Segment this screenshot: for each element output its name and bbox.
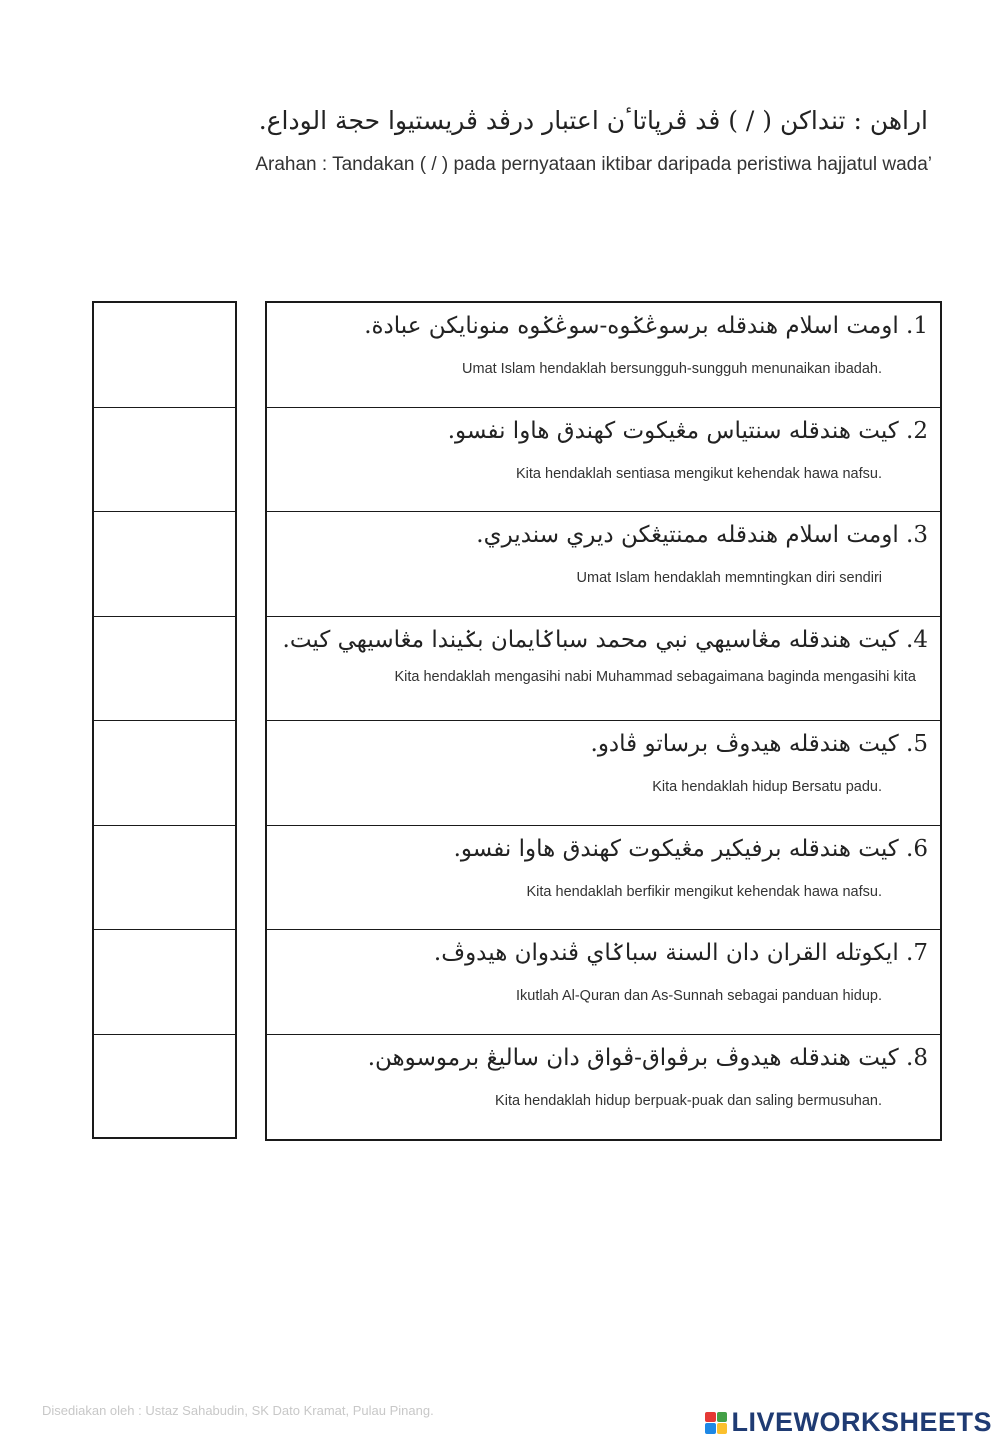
statement-row-4 (267, 617, 940, 722)
statement-row-7 (267, 930, 940, 1035)
statement-latin: Kita hendaklah hidup Bersatu padu. (652, 779, 882, 795)
answer-box-4[interactable] (94, 617, 235, 722)
statement-row-5 (267, 721, 940, 826)
statement-jawi: 6. کيت هندقله برفيکير مڠيکوت کهندق هاوا نفسو. (453, 835, 928, 862)
logo-square-blue (705, 1423, 716, 1434)
statement-row-2 (267, 408, 940, 513)
statement-row-1 (267, 303, 940, 408)
statement-latin: Umat Islam hendaklah memntingkan diri sendiri (576, 570, 882, 586)
statement-jawi: 5. کيت هندقله هيدوڤ برساتو ڤادو. (590, 731, 928, 757)
footer-credit: Disediakan oleh : Ustaz Sahabudin, SK Dato Kramat, Pulau Pinang. (42, 1403, 434, 1418)
statement-row-6 (267, 826, 940, 931)
answer-box-1[interactable] (94, 303, 235, 408)
statement-jawi: 2. کيت هندقله سنتياس مڠيکوت کهندق هاوا نفسو. (447, 417, 928, 444)
statement-jawi: 3. اومت اسلام هندقله ممنتيڠکن ديري سنديري. (476, 522, 928, 548)
answer-column (92, 301, 237, 1139)
statement-latin: Ikutlah Al-Quran dan As-Sunnah sebagai panduan hidup. (516, 988, 882, 1004)
liveworksheets-logo[interactable] (705, 1407, 992, 1438)
statement-latin: Kita hendaklah hidup berpuak-puak dan saling bermusuhan. (495, 1092, 882, 1109)
statement-jawi: 1. اومت اسلام هندقله برسوڠݢوه-سوڠݢوه منونايکن عبادة. (364, 313, 928, 339)
statement-latin: Umat Islam hendaklah bersungguh-sungguh menunaikan ibadah. (462, 361, 882, 377)
statement-latin: Kita hendaklah sentiasa mengikut kehendak hawa nafsu. (516, 465, 882, 482)
statement-row-8 (267, 1035, 940, 1140)
logo-square-green (717, 1412, 728, 1423)
answer-box-2[interactable] (94, 408, 235, 513)
statement-jawi: 7. ايکوتله القران دان السنة سباݢاي ڤندوان هيدوڤ. (433, 940, 928, 966)
statement-jawi: 4. کيت هندقله مڠاسيهي نبي محمد سباݢايمان بݢيندا مڠاسيهي کيت. (282, 626, 928, 653)
answer-box-3[interactable] (94, 512, 235, 617)
answer-box-5[interactable] (94, 721, 235, 826)
instruction-jawi: اراهن : تنداکن ( / ) ڤد ڤرڽاتاٴن اعتبار درڤد ڤريستيوا حجة الوداع. (258, 106, 928, 135)
statement-row-3 (267, 512, 940, 617)
instruction-latin: Arahan : Tandakan ( / ) pada pernyataan iktibar daripada peristiwa hajjatul wada’ (255, 154, 932, 175)
logo-mark-icon (705, 1412, 727, 1434)
statement-table (265, 301, 942, 1141)
answer-box-7[interactable] (94, 930, 235, 1035)
statement-latin: Kita hendaklah berfikir mengikut kehendak hawa nafsu. (526, 883, 882, 900)
statement-latin: Kita hendaklah mengasihi nabi Muhammad sebagaimana baginda mengasihi kita (394, 668, 916, 685)
answer-box-6[interactable] (94, 826, 235, 931)
logo-square-red (705, 1412, 716, 1423)
statement-jawi: 8. کيت هندقله هيدوڤ برڤواق-ڤواق دان ساليڠ برموسوهن. (367, 1044, 928, 1071)
logo-text: LIVEWORKSHEETS (731, 1407, 992, 1437)
answer-box-8[interactable] (94, 1035, 235, 1140)
logo-square-yellow (717, 1423, 728, 1434)
